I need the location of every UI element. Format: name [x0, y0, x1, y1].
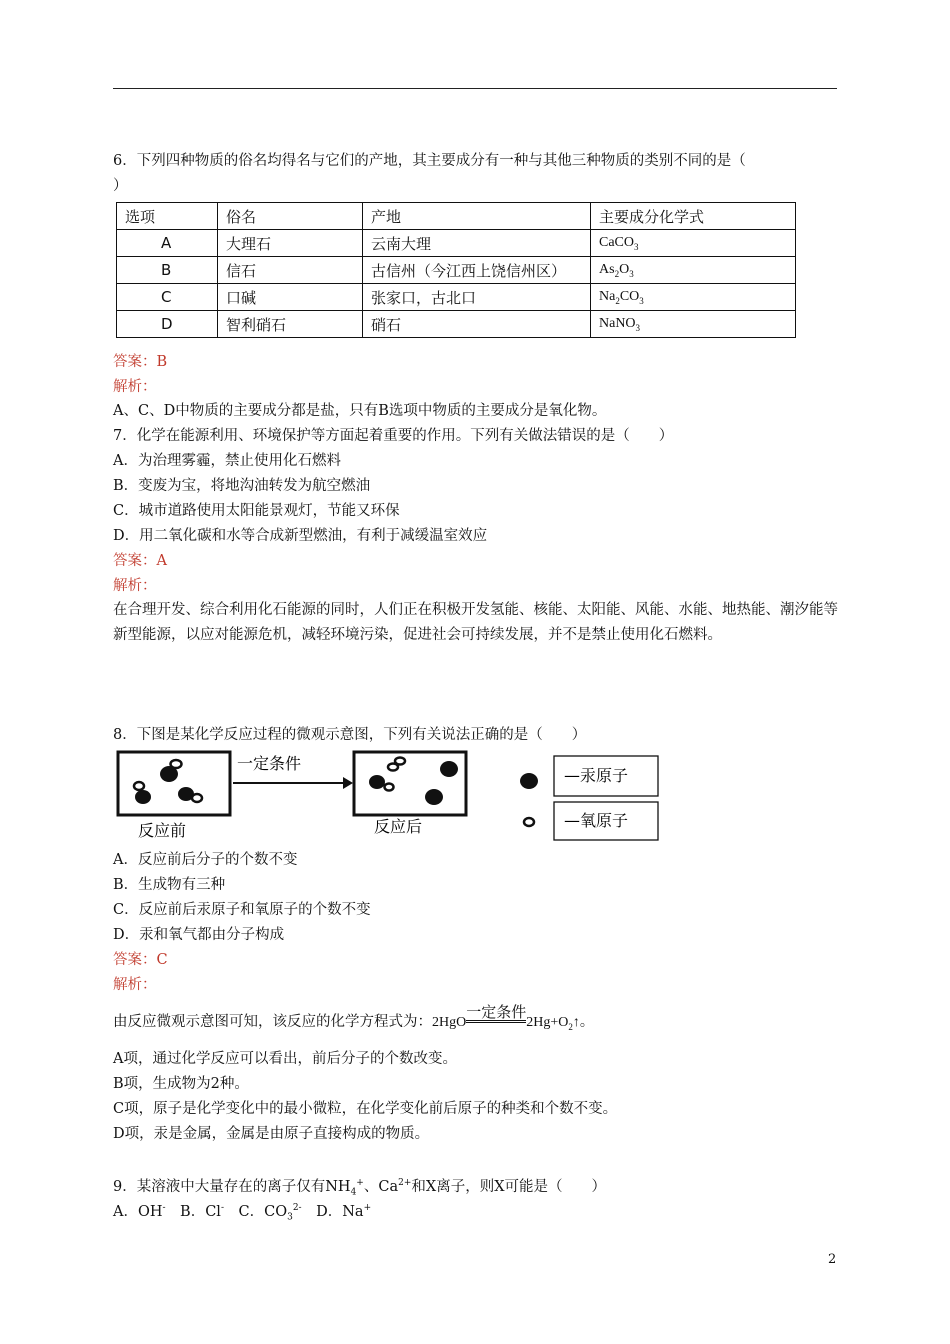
hg-atom — [440, 761, 458, 777]
table-cell-name: 口碱 — [218, 284, 363, 311]
table-cell-name: 信石 — [218, 257, 363, 284]
q8-option-d: D．汞和氧气都由分子构成 — [113, 927, 285, 943]
table-cell-option: D — [117, 311, 218, 338]
table-header-cell: 主要成分化学式 — [591, 203, 796, 230]
legend-o-label: —氧原子 — [564, 811, 629, 830]
q6-stem: 6．下列四种物质的俗名均得名与它们的产地，其主要成分有一种与其他三种物质的类别不同的是（ — [113, 153, 746, 169]
o-atom — [385, 784, 394, 791]
q7-option-c: C．城市道路使用太阳能景观灯，节能又环保 — [113, 503, 400, 519]
equation-left: 2HgO — [432, 1015, 467, 1030]
table-cell-origin: 古信州（今江西上饶信州区） — [363, 257, 591, 284]
q7-option-a: A．为治理雾霾，禁止使用化石燃料 — [113, 453, 341, 469]
q8-equation-line — [113, 1003, 594, 1032]
legend-hg-icon — [520, 773, 538, 789]
q6-analysis-label: 解析： — [113, 379, 157, 395]
q8-answer: 答案：C — [113, 952, 168, 968]
q8-analysis-b: B项，生成物为2种。 — [113, 1076, 249, 1092]
q7-answer: 答案：A — [113, 553, 167, 569]
q7-analysis-label: 解析： — [113, 578, 157, 594]
table-header-cell: 俗名 — [218, 203, 363, 230]
table-cell-origin: 张家口，古北口 — [363, 284, 591, 311]
hgo-molecule — [134, 782, 151, 804]
table-cell-option: A — [117, 230, 218, 257]
q7-option-d: D．用二氧化碳和水等合成新型燃油，有利于减缓温室效应 — [113, 528, 488, 544]
legend-hg-label: —汞原子 — [564, 766, 629, 785]
q7-stem: 7．化学在能源利用、环境保护等方面起着重要的作用。下列有关做法错误的是（ ） — [113, 428, 674, 444]
table-header-cell: 产地 — [363, 203, 591, 230]
q6-table — [116, 202, 796, 338]
arrow-head — [343, 777, 353, 789]
reaction-diagram — [113, 747, 673, 847]
q9-stem: 9．某溶液中大量存在的离子仅有$NH_4^+$、$Ca^{2+}$和X离子，则X可能是（ ） — [113, 1178, 607, 1198]
hgo-molecule — [178, 787, 202, 802]
table-header-row — [117, 203, 796, 230]
q9-options: A．OH- B．Cl- C．$CO_3^{2-}$ D．Na+ — [113, 1203, 372, 1223]
q7-option-b: B．变废为宝，将地沟油转发为航空燃油 — [113, 478, 371, 494]
table-row — [117, 230, 796, 257]
table-cell-name: 智利硝石 — [218, 311, 363, 338]
q8-option-b: B．生成物有三种 — [113, 877, 226, 893]
q6-answer: 答案：B — [113, 354, 168, 370]
hg-atom — [369, 775, 385, 789]
table-cell-formula: CaCO$_3$ — [591, 230, 796, 257]
table-cell-formula: NaNO$_3$ — [591, 311, 796, 338]
equation-condition: 一定条件 — [466, 1003, 527, 1021]
table-cell-name: 大理石 — [218, 230, 363, 257]
q8-option-a: A．反应前后分子的个数不变 — [113, 852, 298, 868]
legend-o-icon — [524, 818, 534, 826]
header-rule — [113, 88, 837, 89]
table-row — [117, 284, 796, 311]
q6-analysis: A、C、D中物质的主要成分都是盐，只有B选项中物质的主要成分是氧化物。 — [113, 403, 607, 419]
table-cell-origin: 硝石 — [363, 311, 591, 338]
table-cell-option: B — [117, 257, 218, 284]
equation-right: $2Hg+O_2↑$。 — [526, 1015, 594, 1032]
table-header-cell: 选项 — [117, 203, 218, 230]
before-label: 反应前 — [138, 821, 187, 840]
q8-option-c: C．反应前后汞原子和氧原子的个数不变 — [113, 902, 371, 918]
table-cell-formula: $As_2O_3$ — [591, 257, 796, 284]
q8-stem: 8．下图是某化学反应过程的微观示意图，下列有关说法正确的是（ ） — [113, 727, 587, 743]
hgo-molecule — [160, 760, 182, 782]
q8-analysis-d: D项，汞是金属，金属是由原子直接构成的物质。 — [113, 1126, 430, 1142]
table-cell-option: C — [117, 284, 218, 311]
table-row — [117, 257, 796, 284]
equation-intro: 由反应微观示意图可知，该反应的化学方程式为： — [113, 1014, 432, 1030]
table-row — [117, 311, 796, 338]
q6-stem-cont: ） — [113, 178, 128, 194]
table-cell-origin: 云南大理 — [363, 230, 591, 257]
after-label: 反应后 — [374, 817, 423, 836]
condition-label: 一定条件 — [237, 754, 302, 773]
page-number: 2 — [828, 1252, 837, 1267]
q8-analysis-c: C项，原子是化学变化中的最小微粒，在化学变化前后原子的种类和个数不变。 — [113, 1101, 618, 1117]
table-cell-formula: $Na_2CO_3$ — [591, 284, 796, 311]
hg-atom — [425, 789, 443, 805]
q7-analysis: 在合理开发、综合利用化石能源的同时，人们正在积极开发氢能、核能、太阳能、风能、水能、地热能、潮汐能等新型能源，以应对能源危机，减轻环境污染，促进社会可持续发展，并不是禁止使用化石燃料。 — [113, 602, 838, 643]
o2-molecule — [388, 758, 405, 771]
q8-analysis-label: 解析： — [113, 977, 157, 993]
q8-analysis-a: A项，通过化学反应可以看出，前后分子的个数改变。 — [113, 1051, 457, 1067]
